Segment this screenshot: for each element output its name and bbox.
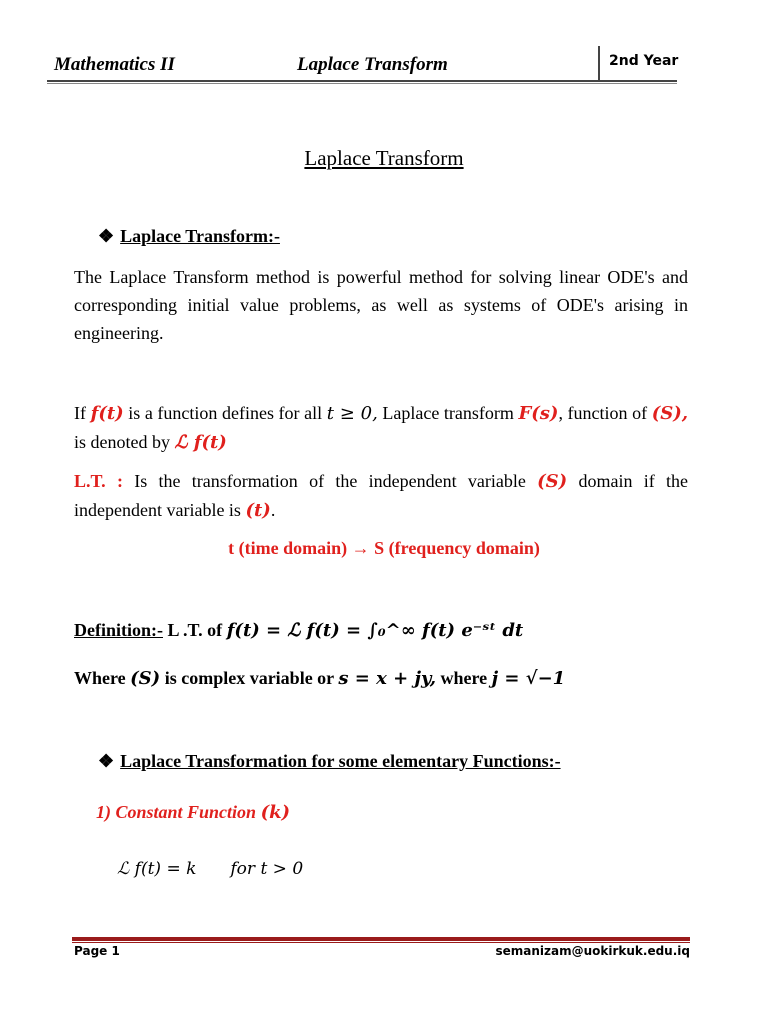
constant-function-label: 1) Constant Function (k) bbox=[96, 802, 291, 823]
definition-line: Definition:- L .T. of f(t) = ℒ f(t) = ∫₀^∞ f(t) e⁻ˢᵗ dt bbox=[74, 620, 524, 641]
header-divider bbox=[598, 46, 600, 80]
page-number: Page 1 bbox=[74, 944, 120, 958]
header-subject: Mathematics II bbox=[54, 54, 175, 75]
intro-paragraph: The Laplace Transform method is powerful method for solving linear ODE's and corresponding initial value problems, as well as systems of ODE's arising in engineering. bbox=[74, 267, 688, 343]
diamond-bullet-icon: ❖ bbox=[98, 751, 115, 771]
section-heading-laplace: ❖ Laplace Transform:- bbox=[98, 226, 280, 246]
section-heading-elementary: ❖ Laplace Transformation for some elementary Functions:- bbox=[98, 751, 561, 771]
footer-rule bbox=[72, 937, 690, 941]
constant-formula: ℒ f(t) = k for t > 0 bbox=[117, 859, 304, 879]
header-year: 2nd Year bbox=[609, 53, 679, 69]
header-topic: Laplace Transform bbox=[297, 54, 448, 75]
diamond-bullet-icon: ❖ bbox=[98, 226, 115, 246]
author-email: semanizam@uokirkuk.edu.iq bbox=[495, 944, 690, 958]
domain-mapping: t (time domain) → S (frequency domain) bbox=[228, 538, 540, 558]
header-rule bbox=[47, 80, 677, 82]
if-paragraph: If f(t) is a function defines for all t ≥ 0, Laplace transform F(s), function of (S), is denoted by ℒ f(t) bbox=[74, 403, 688, 453]
page-title: Laplace Transform bbox=[304, 146, 464, 170]
lt-paragraph: L.T. : Is the transformation of the independent variable (S) domain if the independent variable is (t). bbox=[74, 471, 689, 521]
footer-rule-thin bbox=[72, 942, 690, 943]
header-rule-thin bbox=[47, 83, 677, 84]
where-line: Where (S) is complex variable or s = x + jy, where j = √−1 bbox=[74, 668, 566, 689]
